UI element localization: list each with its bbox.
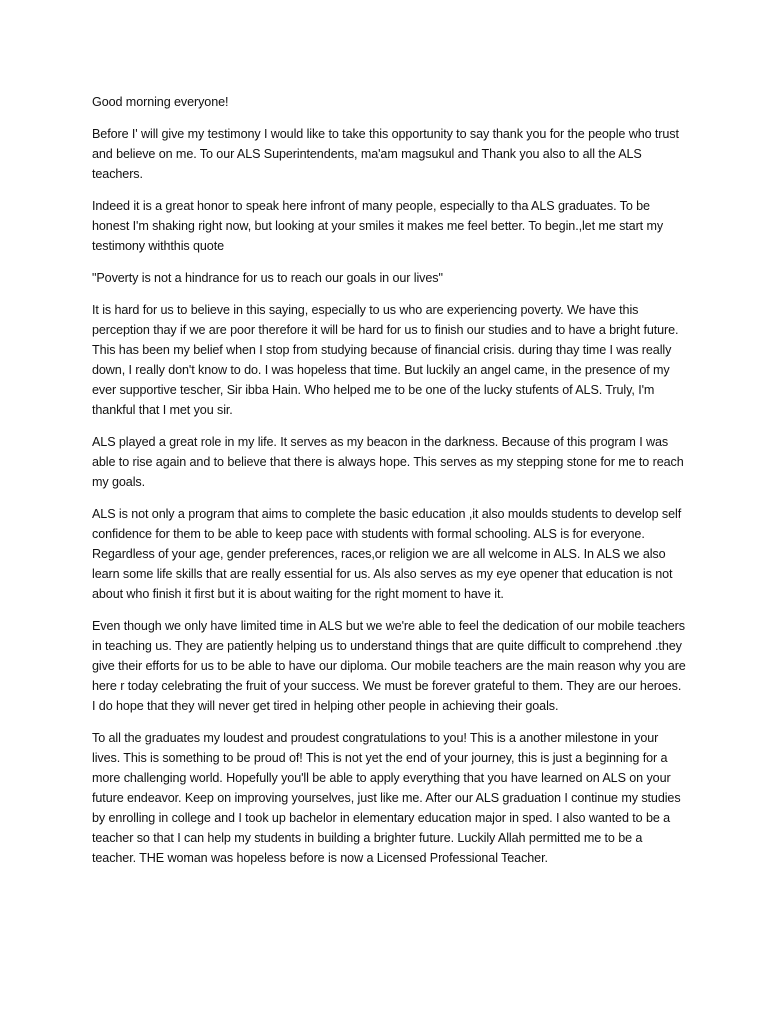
paragraph-beacon: ALS played a great role in my life. It serves as my beacon in the darkness. Because of this program I was able to rise again and to believe that there is always hope. This serves as my stepping stone for me to reach my goals. — [92, 435, 684, 489]
paragraph-teachers: Even though we only have limited time in ALS but we we're able to feel the dedication of our mobile teachers in teaching us. They are patiently helping us to understand things that are quite difficult to comprehend .they give their efforts for us to be able to have our diploma. Our mobile teachers are the main reason why you are here r today celebrating the fruit of your success. We must be forever grateful to them. They are our heroes. I do hope that they will never get tired in helping other people in achieving their goals. — [92, 619, 686, 713]
paragraph-poverty: It is hard for us to believe in this saying, especially to us who are experiencing poverty. We have this perception thay if we are poor therefore it will be hard for us to finish our studies and to have a bright future. This has been my belief when I stop from studying because of financial crisis. during thay time I was really down, I really don't know to do. I was hopeless that time. But luckily an angel came, in the presence of my ever supportive tescher, Sir ibba Hain. Who helped me to be one of the lucky stufents of ALS. Truly, I'm thankful that I met you sir. — [92, 303, 679, 417]
greeting: Good morning everyone! — [92, 95, 229, 109]
paragraph-thanks: Before I' will give my testimony I would like to take this opportunity to say thank you for the people who trust and believe on me. To our ALS Superintendents, ma'am magsukul and Thank you also to all the ALS teachers. — [92, 127, 679, 181]
paragraph-als-program: ALS is not only a program that aims to complete the basic education ,it also moulds students to develop self confidence for them to be able to keep pace with students with formal schooling. ALS is for everyone. Regardless of your age, gender preferences, races,or religion we are all welcome in ALS. In ALS we also learn some life skills that are really essential for us. Als also serves as my eye opener that education is not about who finish it first but it is about waiting for the right moment to have it. — [92, 507, 682, 601]
quote: "Poverty is not a hindrance for us to reach our goals in our lives" — [92, 271, 443, 285]
paragraph-honor: Indeed it is a great honor to speak here infront of many people, especially to tha ALS graduates. To be honest I'm shaking right now, but looking at your smiles it makes me feel better. To begin.,let me start my testimony withthis quote — [92, 199, 664, 253]
document-page — [92, 92, 686, 880]
paragraph-congratulations: To all the graduates my loudest and proudest congratulations to you! This is a another milestone in your lives. This is something to be proud of! This is not yet the end of your journey, this is just a beginning for a more challenging world. Hopefully you'll be able to apply everything that you have learned on ALS on your future endeavor. Keep on improving yourselves, just like me. After our ALS graduation I continue my studies by enrolling in college and I took up bachelor in elementary education major in sped. I also wanted to be a teacher so that I can help my students in building a brighter future. Luckily Allah permitted me to be a teacher. THE woman was hopeless before is now a Licensed Professional Teacher. — [92, 731, 681, 865]
